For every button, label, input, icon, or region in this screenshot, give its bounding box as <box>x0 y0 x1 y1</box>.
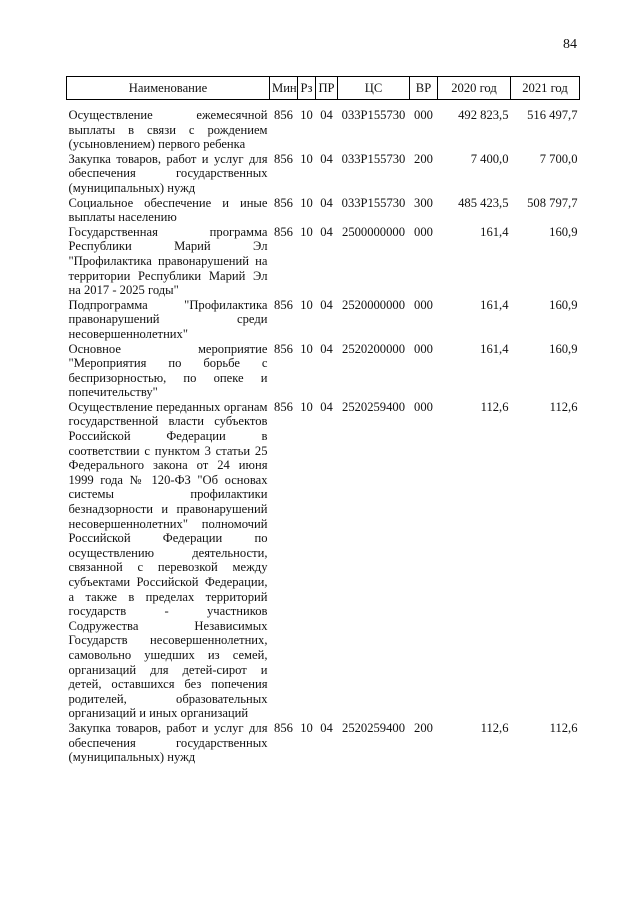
row-rz: 10 <box>300 297 313 312</box>
row-min: 856 <box>274 341 293 356</box>
budget-table <box>66 76 580 765</box>
row-rz: 10 <box>300 341 313 356</box>
row-cs: 2520200000 <box>342 341 405 356</box>
row-name: Осуществление ежемесячной выплаты в связи с рождением (усыновлением) первого ребенка <box>68 108 268 152</box>
row-min: 856 <box>274 195 293 210</box>
row-name: Осуществление переданных органам государственной власти субъектов Российской Федерации в соответствии с пунктом 3 статьи 25 Федерального закона от 24 июня 1999 года № 120-ФЗ "Об основах системы профилактики безнадзорности и правонарушений несовершеннолетних" полномочий Российской Федерации по осуществлению деятельности, связанной с перевозкой между субъектами Российской Федерации, а также в пределах территорий государств - участников Содружества Независимых Государств несовершеннолетних, самовольно ушедших из семей, организаций для детей-сирот и детей, оставшихся без попечения родителей, образовательных организаций и иных организаций <box>68 399 268 721</box>
row-rz: 10 <box>300 151 313 166</box>
row-2021: 160,9 <box>549 297 578 312</box>
row-min: 856 <box>274 399 293 414</box>
row-min: 856 <box>274 108 293 122</box>
table-body <box>67 100 580 765</box>
row-pr: 04 <box>320 399 333 414</box>
row-rz: 10 <box>300 720 313 735</box>
row-min: 856 <box>274 297 293 312</box>
header-rz: Рз <box>298 77 316 100</box>
row-vr: 200 <box>414 720 433 735</box>
row-cs: 033P155730 <box>341 108 406 122</box>
header-min: Мин <box>270 77 298 100</box>
row-2021: 160,9 <box>549 224 578 239</box>
row-name: Закупка товаров, работ и услуг для обеспечения государственных (муниципальных) нужд <box>68 720 268 765</box>
row-vr: 000 <box>414 224 433 239</box>
row-2020: 7 400,0 <box>470 151 509 166</box>
table-row <box>67 100 580 152</box>
table-row <box>67 721 580 765</box>
row-pr: 04 <box>320 151 333 166</box>
row-vr: 000 <box>414 399 433 414</box>
row-2021: 516 497,7 <box>527 108 578 122</box>
row-cs: 033P155730 <box>341 195 406 210</box>
header-pr: ПР <box>316 77 338 100</box>
header-2020: 2020 год <box>438 77 511 100</box>
row-2021: 112,6 <box>549 720 578 735</box>
row-pr: 04 <box>320 108 333 122</box>
row-vr: 000 <box>414 341 433 356</box>
header-row <box>67 77 580 100</box>
row-rz: 10 <box>300 195 313 210</box>
row-vr: 200 <box>414 151 433 166</box>
row-rz: 10 <box>300 108 313 122</box>
row-name: Государственная программа Республики Марий Эл "Профилактика правонарушений на территории Республики Марий Эл на 2017 - 2025 годы" <box>68 224 268 298</box>
header-name: Наименование <box>67 77 270 100</box>
table-header <box>67 77 580 100</box>
table-row <box>67 298 580 342</box>
row-pr: 04 <box>320 224 333 239</box>
row-2020: 492 823,5 <box>458 108 509 122</box>
row-vr: 000 <box>414 297 433 312</box>
row-pr: 04 <box>320 720 333 735</box>
table-row <box>67 225 580 298</box>
row-2021: 508 797,7 <box>527 195 578 210</box>
row-rz: 10 <box>300 399 313 414</box>
row-vr: 300 <box>414 195 433 210</box>
row-cs: 2520259400 <box>342 720 405 735</box>
row-name: Социальное обеспечение и иные выплаты населению <box>68 195 268 225</box>
row-name: Основное мероприятие "Мероприятия по борьбе с беспризорностью, по опеке и попечительству" <box>68 341 268 400</box>
row-2020: 161,4 <box>480 297 509 312</box>
row-min: 856 <box>274 224 293 239</box>
row-cs: 2520000000 <box>342 297 405 312</box>
header-cs: ЦС <box>338 77 410 100</box>
row-vr: 000 <box>414 108 433 122</box>
row-name: Подпрограмма "Профилактика правонарушений среди несовершеннолетних" <box>68 297 268 341</box>
row-2020: 161,4 <box>480 341 509 356</box>
row-cs: 2500000000 <box>342 224 405 239</box>
row-cs: 033P155730 <box>341 151 406 166</box>
row-pr: 04 <box>320 341 333 356</box>
row-2021: 160,9 <box>549 341 578 356</box>
row-min: 856 <box>274 720 293 735</box>
row-2020: 112,6 <box>480 720 509 735</box>
row-min: 856 <box>274 151 293 166</box>
row-cs: 2520259400 <box>342 399 405 414</box>
row-pr: 04 <box>320 195 333 210</box>
row-2020: 112,6 <box>480 399 509 414</box>
header-2021: 2021 год <box>511 77 580 100</box>
header-vr: ВР <box>410 77 438 100</box>
row-2021: 112,6 <box>549 399 578 414</box>
table-row <box>67 342 580 400</box>
row-2020: 161,4 <box>480 224 509 239</box>
row-name: Закупка товаров, работ и услуг для обеспечения государственных (муниципальных) нужд <box>68 151 268 195</box>
page-number: 84 <box>563 37 577 52</box>
table-row <box>67 400 580 721</box>
row-2020: 485 423,5 <box>458 195 509 210</box>
row-pr: 04 <box>320 297 333 312</box>
row-2021: 7 700,0 <box>539 151 578 166</box>
row-rz: 10 <box>300 224 313 239</box>
table-row <box>67 196 580 225</box>
table-row <box>67 152 580 196</box>
